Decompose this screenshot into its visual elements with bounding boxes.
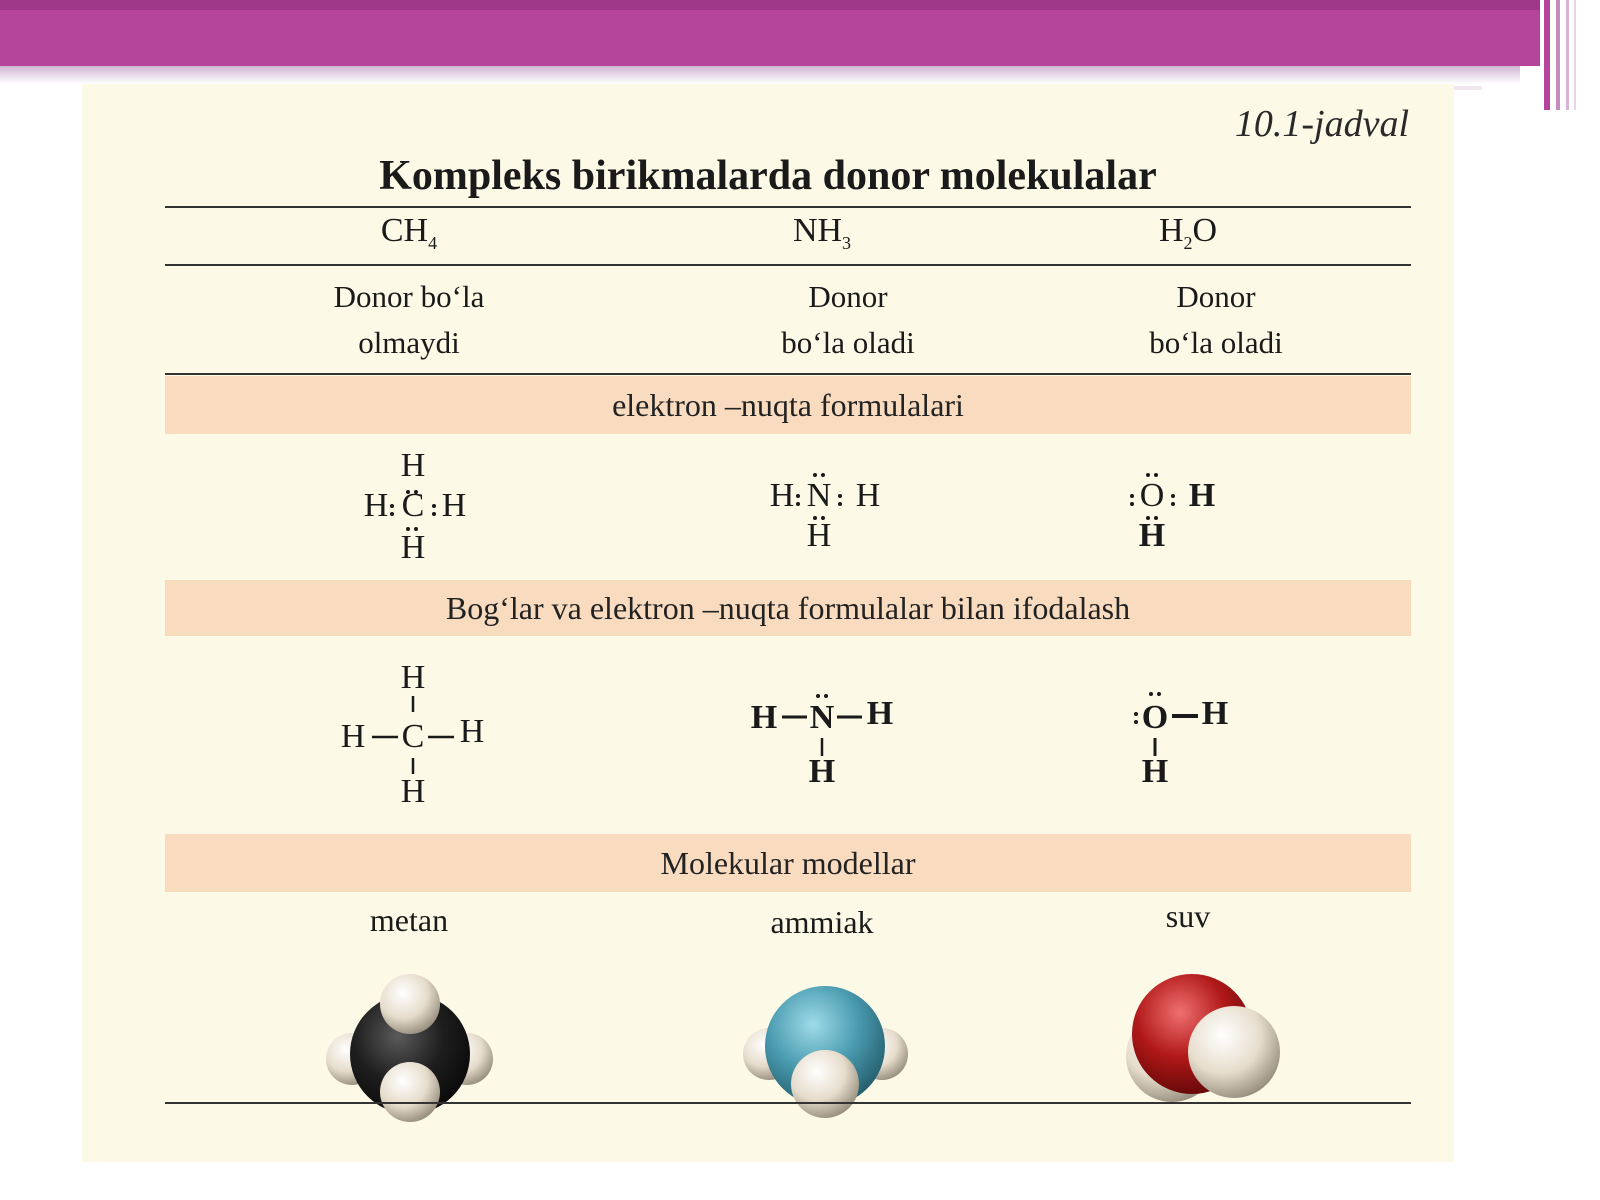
atom-h: H	[1141, 753, 1169, 790]
atom-h: H	[400, 773, 426, 810]
lone-pair-dot	[1134, 712, 1138, 716]
atom-h: H	[750, 699, 778, 736]
rule-bottom	[165, 1102, 1411, 1104]
donor-h2o-line1: Donor	[1176, 279, 1256, 314]
hydrogen-sphere	[1188, 1006, 1280, 1098]
table-number: 10.1-jadval	[1234, 103, 1409, 145]
model-label-ammiak: ammiak	[770, 904, 874, 940]
atom-c: C	[401, 487, 425, 524]
atom-h: H	[866, 695, 894, 732]
donor-nh3-line1: Donor	[808, 279, 888, 314]
hydrogen-sphere	[791, 1050, 859, 1118]
donor-ch4-line2: olmaydi	[358, 325, 460, 360]
nh3-electron-dot	[770, 473, 881, 554]
electron-dot	[432, 504, 436, 508]
electron-dot	[1171, 494, 1175, 498]
atom-h: H	[441, 487, 467, 524]
electron-dot	[390, 512, 394, 516]
structural-formulas	[82, 640, 1454, 820]
electron-dot	[838, 502, 842, 506]
atom-h: H	[400, 447, 426, 484]
hydrogen-sphere	[380, 1062, 440, 1122]
atom-o: O	[1139, 477, 1165, 514]
header-bar-stripe	[0, 0, 1540, 10]
electron-dot	[1171, 502, 1175, 506]
nh3-structural	[751, 694, 893, 790]
formula-ch4	[229, 212, 589, 254]
right-accent-line	[1566, 0, 1569, 110]
lone-pair-dot	[1130, 494, 1134, 498]
lone-pair-dot	[824, 694, 828, 698]
lone-pair-dot	[1130, 502, 1134, 506]
table-panel	[82, 84, 1454, 1162]
atom-h: H	[769, 477, 795, 514]
molecular-models	[82, 934, 1454, 1114]
atom-h: H	[808, 753, 836, 790]
formula-h2o-main: H	[1158, 212, 1184, 249]
electron-dot-formulas	[82, 434, 1454, 579]
atom-h: H	[1201, 695, 1229, 732]
formula-h2o-sub: 2	[1183, 232, 1193, 253]
water-model	[1126, 974, 1280, 1102]
formula-nh3	[642, 212, 1002, 254]
donor-nh3	[668, 274, 1028, 366]
donor-h2o	[1036, 274, 1396, 366]
lone-pair-dot	[816, 694, 820, 698]
atom-h: H	[400, 529, 426, 566]
formula-h2o-tail: O	[1192, 212, 1218, 249]
electron-dot	[796, 494, 800, 498]
formula-h2o	[1008, 212, 1368, 254]
electron-dot	[432, 512, 436, 516]
formula-ch4-main: CH	[380, 212, 429, 249]
atom-n: N	[809, 699, 835, 736]
band-bonds-label: Bog‘lar va elektron –nuqta formulalar bilan ifodalash	[445, 590, 1131, 626]
atom-n: N	[806, 477, 832, 514]
donor-ch4-line1: Donor bo‘la	[333, 279, 485, 314]
right-accent-line	[1574, 0, 1576, 110]
formula-nh3-sub: 3	[842, 232, 852, 253]
h2o-structural	[1134, 692, 1228, 790]
donor-h2o-line2: bo‘la oladi	[1149, 325, 1283, 360]
band-electron-dot-label: elektron –nuqta formulalari	[612, 387, 964, 423]
rule-top	[165, 206, 1411, 208]
atom-h: H	[363, 487, 389, 524]
ch4-electron-dot	[364, 447, 467, 566]
right-accent-line	[1556, 0, 1560, 110]
table-title: Kompleks birikmalarda donor molekulalar	[379, 153, 1157, 199]
formula-nh3-main: NH	[792, 212, 843, 249]
band-models	[165, 834, 1411, 892]
methane-model	[326, 974, 493, 1122]
electron-dot	[838, 494, 842, 498]
atom-h: H	[1138, 517, 1166, 554]
rule-formula	[165, 264, 1411, 266]
electron-dot	[796, 502, 800, 506]
header-tick	[1454, 86, 1482, 90]
ch4-structural	[341, 659, 485, 810]
formula-ch4-sub: 4	[428, 232, 438, 253]
lone-pair-dot	[1134, 720, 1138, 724]
band-models-label: Molekular modellar	[660, 845, 916, 881]
band-electron-dot	[165, 376, 1411, 434]
atom-h: H	[855, 477, 881, 514]
model-label-metan: metan	[369, 902, 449, 938]
model-label-suv: suv	[1165, 898, 1211, 934]
h2o-electron-dot	[1130, 473, 1215, 554]
lone-pair-dot	[1157, 692, 1161, 696]
electron-dot	[390, 504, 394, 508]
ammonia-model	[743, 986, 908, 1118]
donor-nh3-line2: bo‘la oladi	[781, 325, 915, 360]
atom-h: H	[806, 517, 832, 554]
right-accent-line	[1544, 0, 1550, 110]
hydrogen-sphere	[380, 974, 440, 1034]
atom-h: H	[400, 659, 426, 696]
atom-h: H	[1188, 477, 1216, 514]
atom-h: H	[340, 718, 366, 755]
atom-o: O	[1141, 699, 1169, 736]
band-bonds	[165, 580, 1411, 636]
atom-h: H	[459, 713, 485, 750]
rule-donor	[165, 373, 1411, 375]
atom-c: C	[401, 718, 425, 755]
lone-pair-dot	[1149, 692, 1153, 696]
donor-ch4	[229, 274, 589, 366]
